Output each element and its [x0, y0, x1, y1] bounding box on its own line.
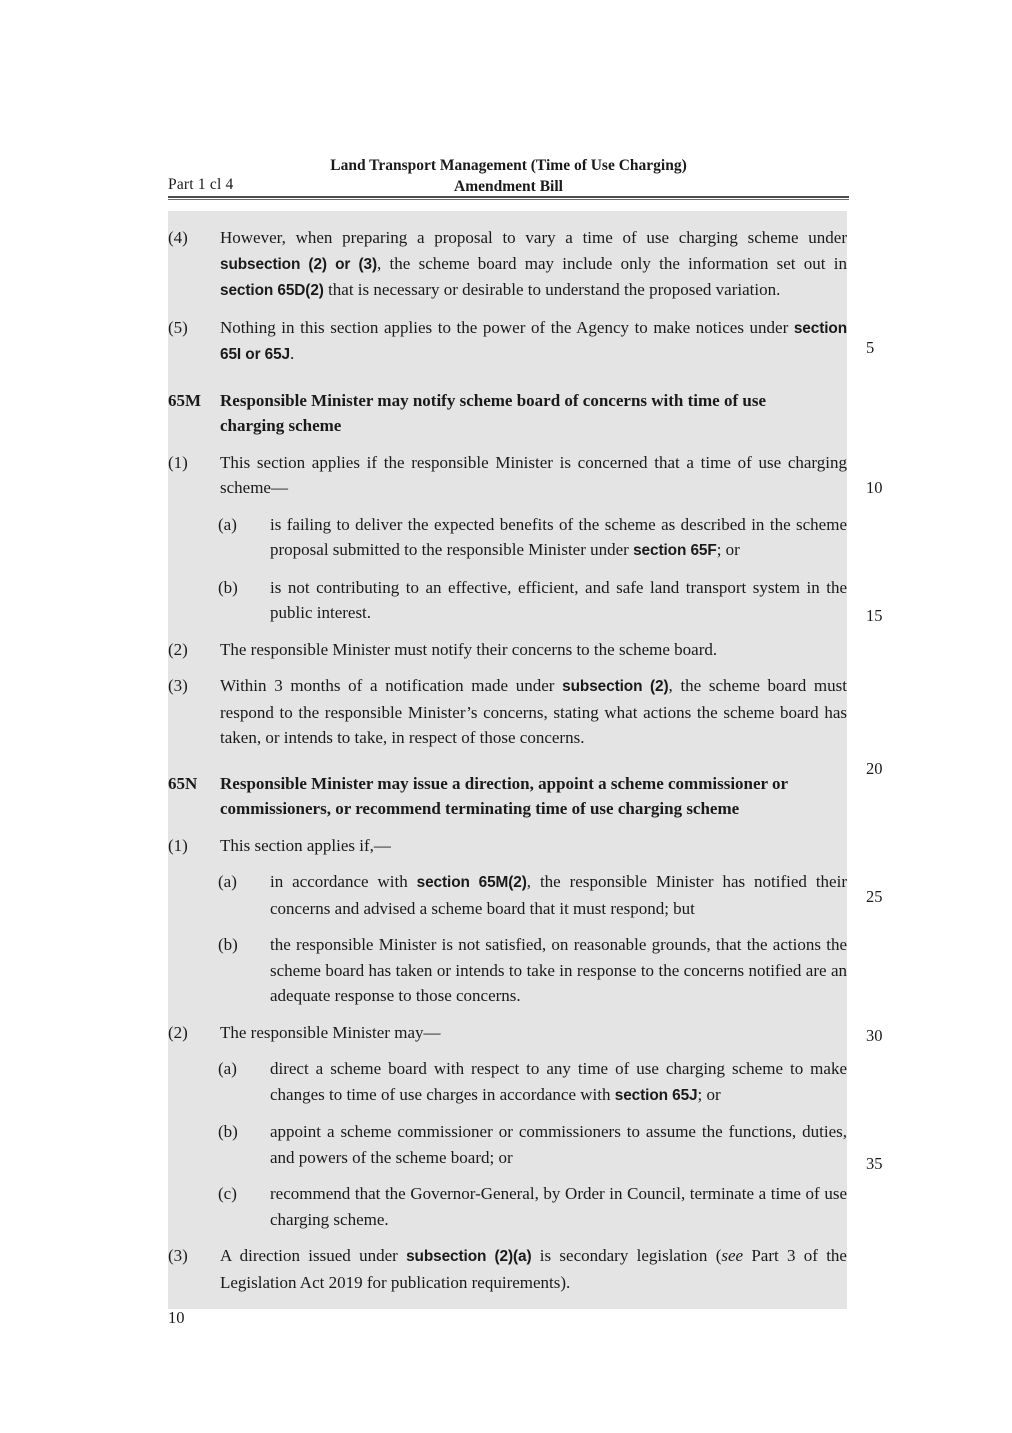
paragraph-marker: (a): [218, 514, 237, 534]
provision-text: [220, 315, 847, 368]
text-run: recommend that the Governor-General, by Order in Council, terminate a time of use charging scheme.: [270, 1184, 847, 1229]
line-number: 15: [866, 606, 883, 625]
subsection-row: [168, 225, 847, 304]
provision-text: [220, 1020, 847, 1046]
section-title: Responsible Minister may issue a direction, appoint a scheme commissioner or commissioners, or recommend terminating time of use charging scheme: [220, 773, 788, 818]
subsection-row: [168, 315, 847, 368]
line-number: 5: [866, 338, 875, 357]
text-run: The responsible Minister may—: [220, 1022, 441, 1042]
header-bill-title: [168, 155, 849, 197]
text-run: This section applies if the responsible Minister is concerned that a time of use charging scheme—: [220, 452, 847, 497]
text-run: The responsible Minister must notify their concerns to the scheme board.: [220, 639, 718, 659]
paragraph-row: [168, 869, 847, 921]
amendment-shaded-block: [168, 211, 847, 1309]
subsection-marker: (4): [168, 228, 188, 247]
paragraph-marker: (b): [218, 1122, 238, 1141]
header-title-line-2: Amendment Bill: [454, 178, 563, 195]
subsection-row: [168, 637, 847, 663]
text-run: , the responsible Minister has notified their concerns and advised a scheme board that it must respond; but: [270, 872, 847, 918]
provision-text: [220, 673, 847, 751]
subsection-marker: (5): [168, 317, 188, 337]
paragraph-row: [168, 932, 847, 1009]
paragraph-row: [168, 575, 847, 626]
page-folio: 10: [168, 1308, 185, 1327]
provision-text: [270, 575, 847, 626]
provision-text: [270, 1181, 847, 1232]
text-run: Part 3 of the Legislation Act 2019 for publication requirements).: [220, 1246, 847, 1292]
subsection-marker: (3): [168, 1246, 188, 1265]
cross-reference: section 65D(2): [220, 282, 324, 299]
provision-text: [270, 1119, 847, 1170]
paragraph-marker: (a): [218, 872, 237, 891]
provision-text: [220, 1243, 847, 1295]
subsection-marker: (1): [168, 452, 188, 472]
cross-reference: section 65M(2): [416, 874, 527, 891]
subsection-row: [168, 450, 847, 501]
provision-text: [220, 833, 847, 859]
text-run: is not contributing to an effective, efficient, and safe land transport system in the public interest.: [270, 577, 847, 622]
paragraph-marker: (a): [218, 1059, 237, 1078]
line-number: 35: [866, 1154, 883, 1173]
text-run: , the scheme board may include only the information set out in: [377, 253, 848, 273]
header-part-clause: Part 1 cl 4: [168, 176, 234, 193]
provision-text: [220, 450, 847, 501]
text-run: is secondary legislation (: [531, 1246, 722, 1265]
subsection-marker: (2): [168, 1022, 188, 1042]
text-run: the responsible Minister is not satisfied, on reasonable grounds, that the actions the scheme board has taken or intends to take in response to the concerns notified are an adequate response to those concerns.: [270, 935, 847, 1005]
text-run: Within 3 months of a notification made under: [220, 676, 563, 695]
subsection-row: [168, 1243, 847, 1295]
text-run: ; or: [697, 1084, 721, 1104]
text-run: ; or: [716, 540, 740, 559]
provision-text: [220, 637, 847, 663]
paragraph-row: [168, 1056, 847, 1108]
text-run: A direction issued under: [220, 1246, 407, 1265]
subsection-row: [168, 1020, 847, 1046]
text-run: Nothing in this section applies to the power of the Agency to make notices under: [220, 317, 794, 337]
line-number-gutter: [866, 211, 926, 1261]
section-number: 65M: [168, 390, 202, 410]
cross-reference: section 65J: [614, 1086, 698, 1104]
subsection-marker: (3): [168, 676, 188, 695]
line-number: 30: [866, 1026, 883, 1045]
cross-reference: section 65I or 65J: [220, 319, 847, 363]
text-run: is failing to deliver the expected benefits of the scheme as described in the scheme proposal submitted to the responsible Minister under: [270, 514, 847, 559]
subsection-row: [168, 833, 847, 859]
section-heading: [168, 771, 847, 822]
cross-reference: subsection (2): [562, 678, 669, 695]
section-number: 65N: [168, 773, 198, 793]
provision-text: [270, 512, 847, 564]
paragraph-marker: (c): [218, 1184, 237, 1203]
subsection-marker: (2): [168, 639, 188, 659]
line-number: 20: [866, 759, 883, 778]
line-number: 10: [866, 478, 883, 497]
section-heading: [168, 388, 847, 439]
text-run: appoint a scheme commissioner or commissioners to assume the functions, duties, and powers of the scheme board; or: [270, 1122, 847, 1167]
text-run: .: [290, 344, 295, 363]
subsection-marker: (1): [168, 835, 188, 855]
provision-text: [270, 932, 847, 1009]
provision-text: [270, 869, 847, 921]
italic-text: see: [721, 1246, 744, 1265]
line-number: 25: [866, 887, 883, 906]
subsection-row: [168, 673, 847, 751]
cross-reference: subsection (2) or (3): [220, 255, 378, 273]
text-run: that is necessary or desirable to understand the proposed variation.: [323, 280, 781, 299]
paragraph-row: [168, 1181, 847, 1232]
section-title: Responsible Minister may notify scheme board of concerns with time of use charging scheme: [220, 390, 767, 435]
header-rule: [168, 196, 849, 200]
text-run: direct a scheme board with respect to any time of use charging scheme to make changes to time of use charges in accordance with: [270, 1059, 847, 1104]
paragraph-row: [168, 1119, 847, 1170]
text-run: , the scheme board must respond to the responsible Minister’s concerns, stating what actions the scheme board has taken, or intends to take, in respect of those concerns.: [220, 676, 847, 747]
paragraph-marker: (b): [218, 577, 238, 597]
provision-text: [220, 225, 847, 304]
running-header: [168, 155, 849, 195]
cross-reference: subsection (2)(a): [406, 1248, 532, 1265]
text-run: This section applies if,—: [220, 835, 391, 855]
text-run: However, when preparing a proposal to vary a time of use charging scheme under: [220, 228, 847, 247]
text-run: in accordance with: [270, 872, 417, 891]
paragraph-marker: (b): [218, 935, 238, 954]
cross-reference: section 65F: [633, 542, 717, 559]
header-title-line-1: Land Transport Management (Time of Use Charging): [330, 157, 687, 174]
paragraph-row: [168, 512, 847, 564]
provision-text: [270, 1056, 847, 1108]
